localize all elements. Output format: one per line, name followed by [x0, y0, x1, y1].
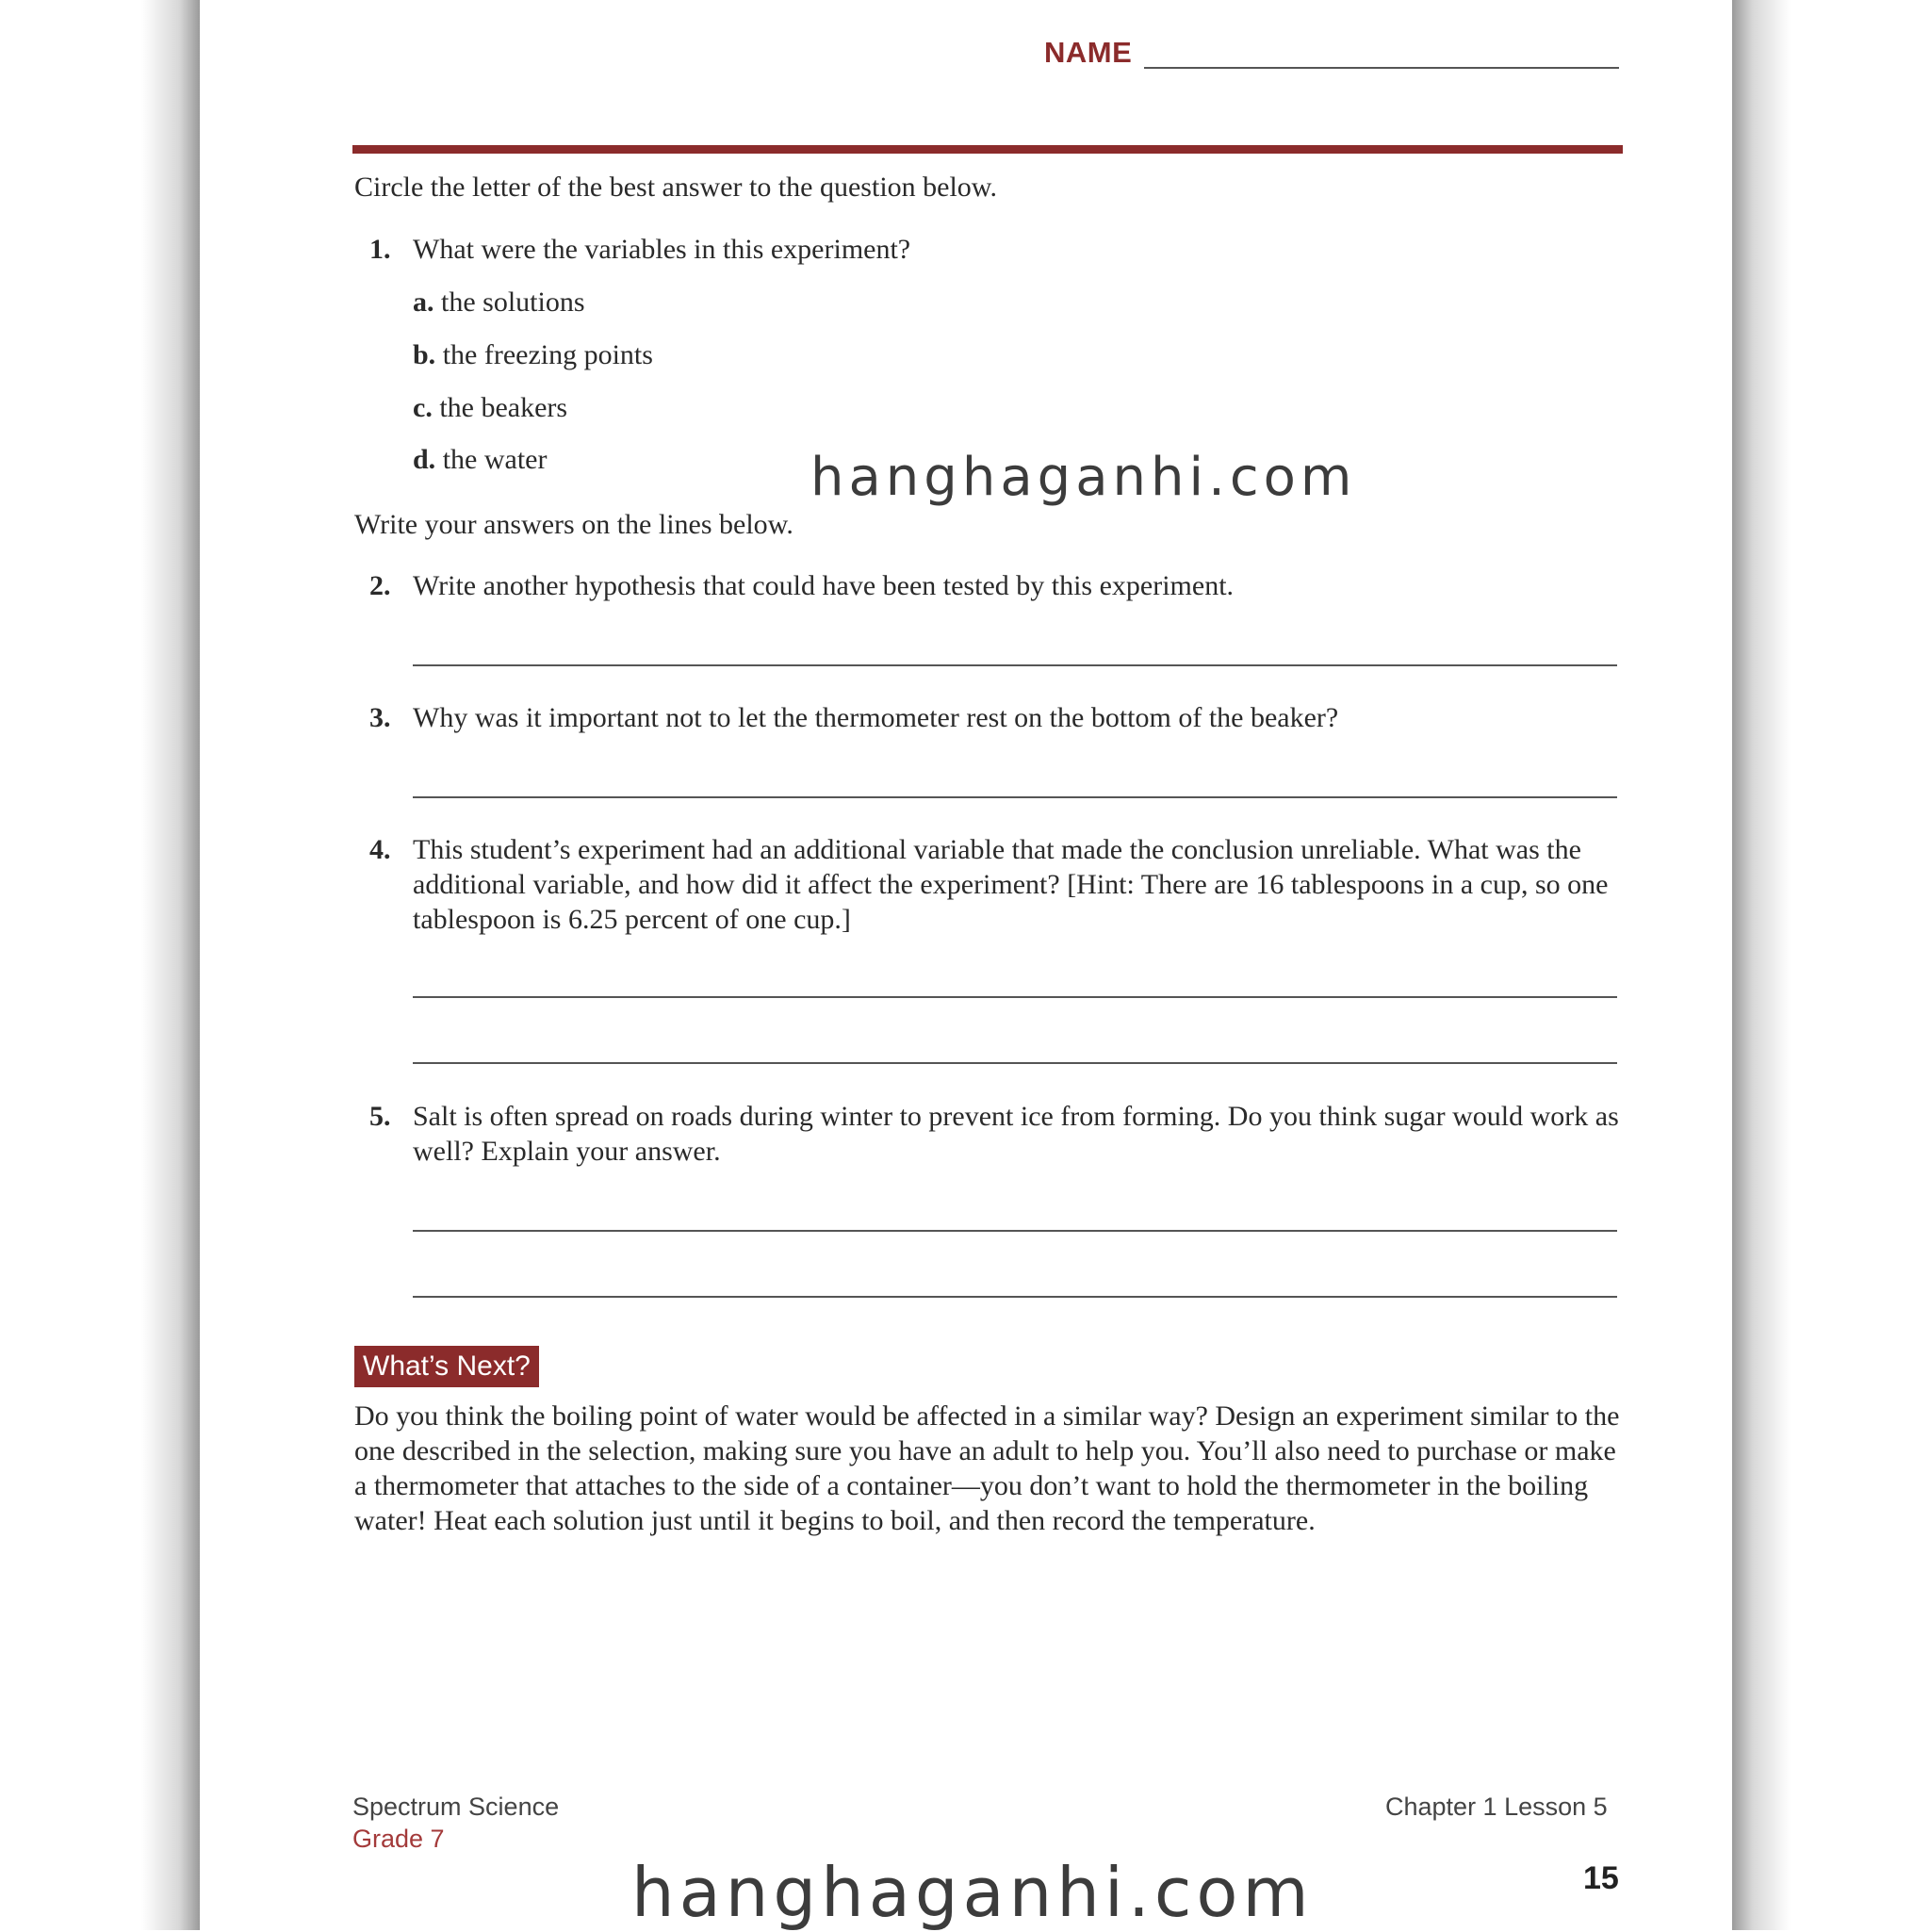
option-text: the solutions: [441, 287, 585, 318]
option-b[interactable]: [413, 337, 653, 373]
answer-line[interactable]: [413, 996, 1617, 998]
option-text: the water: [442, 444, 548, 475]
footer-book-title: Spectrum Science: [352, 1793, 560, 1821]
page-shadow-left: [0, 0, 200, 1930]
whats-next-heading: What’s Next?: [354, 1346, 539, 1387]
option-d[interactable]: [413, 442, 547, 478]
name-label: NAME: [1044, 36, 1133, 69]
question-text: What were the variables in this experiment?: [413, 234, 911, 265]
option-letter: c.: [413, 392, 433, 423]
footer-grade: Grade 7: [352, 1825, 445, 1853]
question-number: 4.: [369, 834, 391, 865]
watermark-middle: hanghaganhi.com: [810, 447, 1357, 508]
option-text: the freezing points: [442, 339, 653, 370]
footer-chapter: Chapter 1 Lesson 5: [1385, 1793, 1608, 1821]
whats-next-body: Do you think the boiling point of water would be affected in a similar way? Design an experiment similar to the one described in the selection, making sure you have an adult to help you. You’ll also need to purchase or make a thermometer that attaches to the side of a container—you don’t want to hold the thermometer in the boiling water! Heat each solution just until it begins to boil, and then record the temperature.: [354, 1400, 1620, 1536]
option-a[interactable]: [413, 285, 585, 320]
instruction-circle: Circle the letter of the best answer to the question below.: [354, 172, 998, 203]
page-number: 15: [1583, 1860, 1619, 1896]
question-text: Salt is often spread on roads during winter to prevent ice from forming. Do you think sugar would work as well? Explain your answer.: [413, 1101, 1619, 1167]
header-rule: [352, 145, 1623, 154]
question-number: 1.: [369, 234, 391, 265]
question-text: Why was it important not to let the thermometer rest on the bottom of the beaker?: [413, 702, 1339, 733]
option-letter: b.: [413, 339, 436, 370]
answer-line[interactable]: [413, 1230, 1617, 1232]
watermark-bottom: hanghaganhi.com: [631, 1853, 1314, 1932]
name-field-line[interactable]: [1144, 67, 1619, 69]
option-letter: d.: [413, 444, 436, 475]
page-shadow-right: [1732, 0, 1930, 1930]
option-text: the beakers: [439, 392, 568, 423]
answer-line[interactable]: [413, 1062, 1617, 1064]
answer-line[interactable]: [413, 1296, 1617, 1298]
worksheet-page: [200, 0, 1732, 1930]
instruction-write: Write your answers on the lines below.: [354, 509, 793, 540]
question-number: 5.: [369, 1101, 391, 1132]
question-text: Write another hypothesis that could have been tested by this experiment.: [413, 570, 1235, 601]
answer-line[interactable]: [413, 664, 1617, 666]
question-number: 2.: [369, 570, 391, 601]
answer-line[interactable]: [413, 796, 1617, 798]
question-number: 3.: [369, 702, 391, 733]
option-letter: a.: [413, 287, 434, 318]
question-text: This student’s experiment had an additional variable that made the conclusion unreliable. What was the additional variable, and how did it affect the experiment? [Hint: There are 16 tablespoons in a cup, so one tablespoon is 6.25 percent of one cup.]: [413, 834, 1609, 935]
option-c[interactable]: [413, 390, 567, 426]
